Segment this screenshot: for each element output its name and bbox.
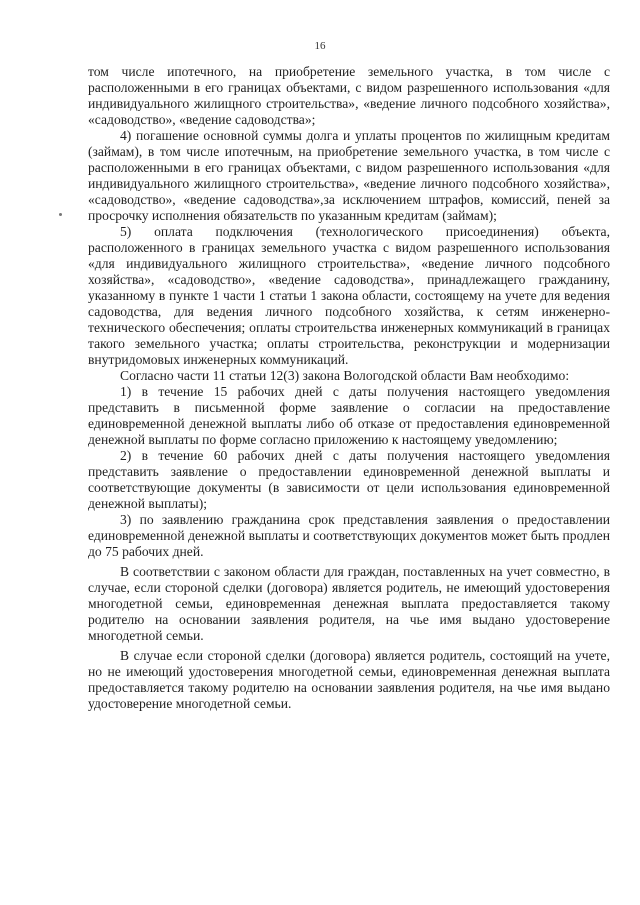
paragraph-registered-parent: В случае если стороной сделки (договора) является родитель, состоящий на учете, но не имеющий удостоверения многодетной семьи, единовременная денежная выплата предоставляется такому родителю на основании заявления родителя, на чье имя выдано удостоверение многодетной семьи.	[88, 648, 610, 711]
page-number: 16	[314, 40, 326, 52]
paragraph-requirement-3: 3) по заявлению гражданина срок представления заявления о предоставлении единовременной денежной выплаты и соответствующих документов может быть продлен до 75 рабочих дней.	[88, 512, 610, 559]
paragraph-continuation: том числе ипотечного, на приобретение земельного участка, в том числе с расположенными в его границах объектами, с видом разрешенного использования «для индивидуального жилищного строительства», «ведение личного подсобного хозяйства», «садоводство», «ведение садоводства»;	[88, 64, 610, 127]
paragraph-requirement-2: 2) в течение 60 рабочих дней с даты получения настоящего уведомления представить заявление о предоставлении единовременной денежной выплаты и соответствующие документы (в зависимости от цели использования единовременной денежной выплаты);	[88, 448, 610, 511]
paragraph-item-5: 5) оплата подключения (технологического присоединения) объекта, расположенного в границах земельного участка с видом разрешенного использования «для индивидуального жилищного строительства», «ведение личного подсобного хозяйства», «садоводство», «ведение садоводства», принадлежащего гражданину, указанному в пункте 1 части 1 статьи 1 закона области, состоящему на учете для ведения садоводства, для ведения личного подсобного хозяйства, к сетям инженерно-технического обеспечения; оплаты строительства инженерных коммуникаций в границах такого земельного участка; оплаты строительства, реконструкции и модернизации внутридомовых инженерных коммуникаций.	[88, 224, 610, 367]
paragraph-requirements-intro: Согласно части 11 статьи 12(3) закона Вологодской области Вам необходимо:	[120, 368, 570, 383]
paragraph-requirement-1: 1) в течение 15 рабочих дней с даты получения настоящего уведомления представить в письменной форме заявление о согласии на предоставление единовременной денежной выплаты либо об отказе от предоставления единовременной денежной выплаты по форме согласно приложению к настоящему уведомлению;	[88, 384, 610, 447]
margin-dot	[59, 213, 62, 216]
document-body	[88, 64, 610, 712]
paragraph-item-4: 4) погашение основной суммы долга и уплаты процентов по жилищным кредитам (займам), в том числе ипотечным, на приобретение земельного участка, в том числе с расположенными в его границах объектами, с видом разрешенного использования «для индивидуального жилищного строительства», «ведение личного подсобного хозяйства», «садоводство», «ведение садоводства»,за исключением штрафов, комиссий, пеней за просрочку исполнения обязательств по указанным кредитам (займам);	[88, 128, 610, 223]
paragraph-joint-registration: В соответствии с законом области для граждан, поставленных на учет совместно, в случае, если стороной сделки (договора) является родитель, не имеющий удостоверения многодетной семьи, единовременная денежная выплата предоставляется такому родителю на основании заявления родителя, на чье имя выдано удостоверение многодетной семьи.	[88, 564, 610, 643]
